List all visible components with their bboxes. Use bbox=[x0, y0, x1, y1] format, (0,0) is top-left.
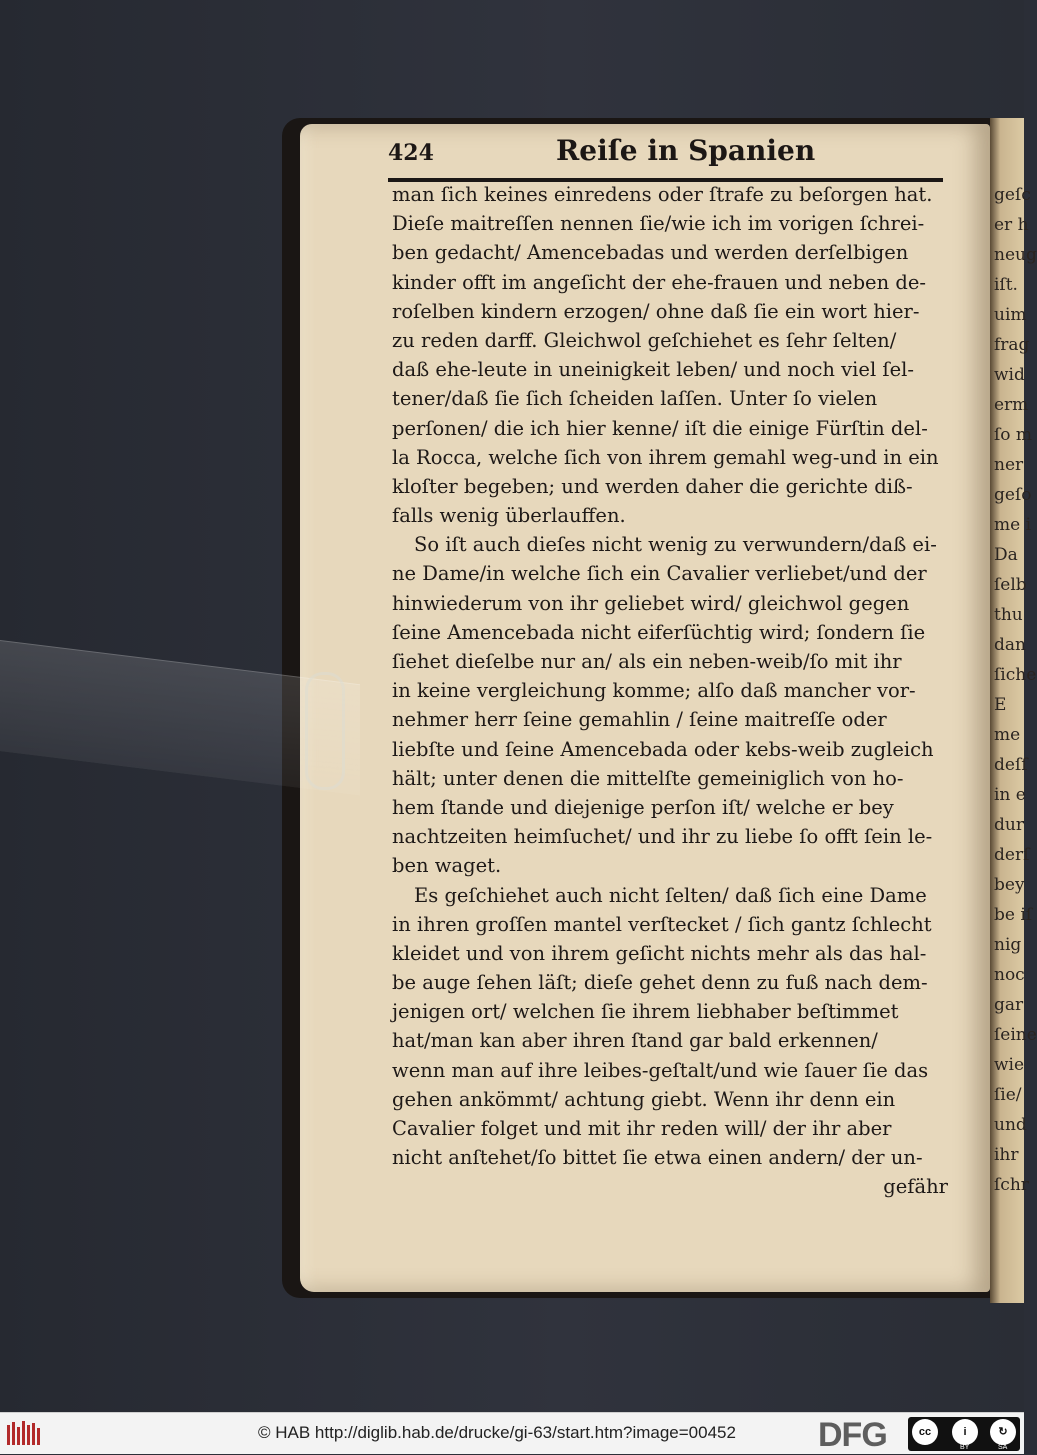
text-line: nehmer herr ſeine gemahlin / ſeine maitreſſe oder bbox=[392, 708, 887, 732]
facing-page-line: bey bbox=[994, 875, 1025, 895]
facing-page-line: derſ bbox=[994, 845, 1030, 865]
text-line: in ihren groſſen mantel verſtecket / ſich gantz ſchlecht bbox=[392, 912, 932, 936]
facing-page-line: gar bbox=[994, 995, 1024, 1015]
facing-page-line: ſie/ bbox=[994, 1085, 1022, 1105]
facing-page-line: ſiche bbox=[994, 665, 1037, 685]
facing-page-line: dan bbox=[994, 635, 1026, 655]
facing-page-line: ihr bbox=[994, 1145, 1019, 1165]
text-line: kloſter begeben; und werden daher die gerichte diß- bbox=[392, 474, 913, 498]
text-line: be auge ſehen läſt; dieſe gehet denn zu fuß nach dem- bbox=[392, 971, 928, 995]
text-line: ben gedacht/ Amencebadas und werden derſelbigen bbox=[392, 241, 909, 265]
text-line: daß ehe-leute in uneinigkeit leben/ und noch viel ſel- bbox=[392, 358, 914, 382]
facing-page-line: dur bbox=[994, 815, 1024, 835]
cc-icon: cc bbox=[912, 1419, 938, 1445]
text-line: ben waget. bbox=[392, 854, 502, 878]
page-number: 424 bbox=[388, 140, 434, 166]
text-line: So iſt auch dieſes nicht wenig zu verwundern/daß ei- bbox=[414, 533, 937, 557]
text-line: zu reden darff. Gleichwol geſchiehet es ſehr ſelten/ bbox=[392, 328, 897, 352]
text-line: ſiehet dieſelbe nur an/ als ein neben-weib/ſo mit ihr bbox=[392, 650, 902, 673]
facing-page-line: be iſ bbox=[994, 905, 1033, 925]
text-line: Cavalier folget und mit ihr reden will/ der ihr aber bbox=[392, 1117, 892, 1140]
facing-page-line: ner bbox=[994, 455, 1024, 475]
facing-page-line: ſelb bbox=[994, 575, 1027, 595]
text-line: man ſich keines einredens oder ſtrafe zu beſorgen hat. bbox=[392, 183, 933, 206]
text-line: ſeine Amencebada nicht eiferſüchtig wird; ſondern ſie bbox=[392, 620, 926, 644]
by-label: BY bbox=[960, 1444, 970, 1451]
text-line: la Rocca, welche ſich von ihrem gemahl weg-und in ein bbox=[392, 445, 939, 469]
facing-page-line: wid bbox=[994, 365, 1025, 385]
text-line: perſonen/ die ich hier kenne/ iſt die einige Fürſtin del- bbox=[392, 416, 928, 440]
facing-page-line: geſo bbox=[994, 485, 1032, 505]
facing-page-line: noc bbox=[994, 965, 1025, 985]
hab-logo-icon bbox=[6, 1419, 44, 1447]
facing-page-line: frag bbox=[994, 335, 1030, 355]
text-line: in keine vergleichung komme; alſo daß mancher vor- bbox=[392, 679, 916, 703]
facing-page-line: geſc bbox=[994, 185, 1031, 205]
share-alike-icon: ↻ bbox=[990, 1419, 1016, 1445]
facing-page-line: in e bbox=[994, 785, 1026, 805]
facing-page-line: uim bbox=[994, 305, 1027, 325]
facing-page-fragment bbox=[994, 180, 1037, 1195]
facing-page-line: ſo m bbox=[994, 425, 1033, 445]
cc-license-badge[interactable] bbox=[908, 1417, 1020, 1451]
facing-page-line: neug bbox=[994, 245, 1037, 265]
text-line: liebſte und ſeine Amencebada oder kebs-weib zugleich bbox=[392, 737, 934, 761]
facing-page-line: ſeine bbox=[994, 1025, 1037, 1045]
facing-page-line: me i bbox=[994, 515, 1032, 535]
facing-page-line: nig bbox=[994, 935, 1022, 955]
text-line: tener/daß ſie ſich ſcheiden laſſen. Unter ſo vielen bbox=[392, 387, 878, 411]
facing-page-line: er h bbox=[994, 215, 1029, 235]
text-line: falls wenig überlauffen. bbox=[392, 504, 626, 528]
facing-page-line: deſſ bbox=[994, 755, 1028, 775]
text-line: hat/man kan aber ihren ſtand gar bald erkennen/ bbox=[392, 1029, 878, 1053]
text-line: hem ſtande und diejenige perſon iſt/ welche er bey bbox=[392, 795, 894, 819]
text-line: Dieſe maitreſſen nennen ſie/wie ich im vorigen ſchrei- bbox=[392, 212, 925, 236]
source-credit-link[interactable]: © HAB http://diglib.hab.de/drucke/gi-63/start.htm?image=00452 bbox=[258, 1423, 736, 1442]
catchword: gefähr bbox=[883, 1175, 948, 1199]
text-line: hinwiederum von ihr geliebet wird/ gleichwol gegen bbox=[392, 591, 910, 615]
text-line: jenigen ort/ welchen ſie ihrem liebhaber beſtimmet bbox=[392, 1000, 899, 1024]
viewer-footer bbox=[0, 1412, 1024, 1454]
text-line: kinder offt im angeſicht der ehe-frauen und neben de- bbox=[392, 270, 926, 294]
facing-page-line: ſchr bbox=[994, 1175, 1029, 1195]
facing-page-line: erm bbox=[994, 395, 1029, 415]
text-line: Es geſchiehet auch nicht ſelten/ daß ſich eine Dame bbox=[414, 883, 927, 907]
facing-page-line: Da bbox=[994, 545, 1018, 565]
facing-page-line: wie bbox=[994, 1055, 1025, 1075]
sa-label: SA bbox=[998, 1444, 1008, 1451]
text-line: roſelben kindern erzogen/ ohne daß ſie ein wort hier- bbox=[392, 299, 920, 323]
page-body-text bbox=[392, 180, 960, 1202]
text-line: wenn man auf ihre leibes-geſtalt/und wie ſauer ſie das bbox=[392, 1058, 929, 1082]
facing-page-line: thu bbox=[994, 605, 1023, 625]
text-line: hält; unter denen die mittelſte gemeiniglich von ho- bbox=[392, 766, 904, 790]
dfg-logo: DFG bbox=[818, 1416, 887, 1454]
facing-page-line: E bbox=[994, 695, 1007, 715]
text-line: ne Dame/in welche ſich ein Cavalier verliebet/und der bbox=[392, 562, 927, 586]
page-header bbox=[388, 132, 943, 182]
text-line: nicht anſtehet/ſo bittet ſie etwa einen andern/ der un- bbox=[392, 1146, 923, 1170]
text-line: nachtzeiten heimſuchet/ und ihr zu liebe ſo offt ſein le- bbox=[392, 825, 933, 849]
text-line: kleidet und von ihrem geſicht nichts mehr als das hal- bbox=[392, 941, 927, 965]
text-line: gehen ankömmt/ achtung giebt. Wenn ihr denn ein bbox=[392, 1087, 896, 1111]
running-title: Reiſe in Spanien bbox=[556, 134, 816, 167]
by-attribution-icon: i bbox=[952, 1419, 978, 1445]
facing-page-line: me bbox=[994, 725, 1021, 745]
facing-page-line: und bbox=[994, 1115, 1027, 1135]
bookmark-clip bbox=[305, 672, 345, 790]
facing-page-line: iſt. bbox=[994, 275, 1018, 295]
